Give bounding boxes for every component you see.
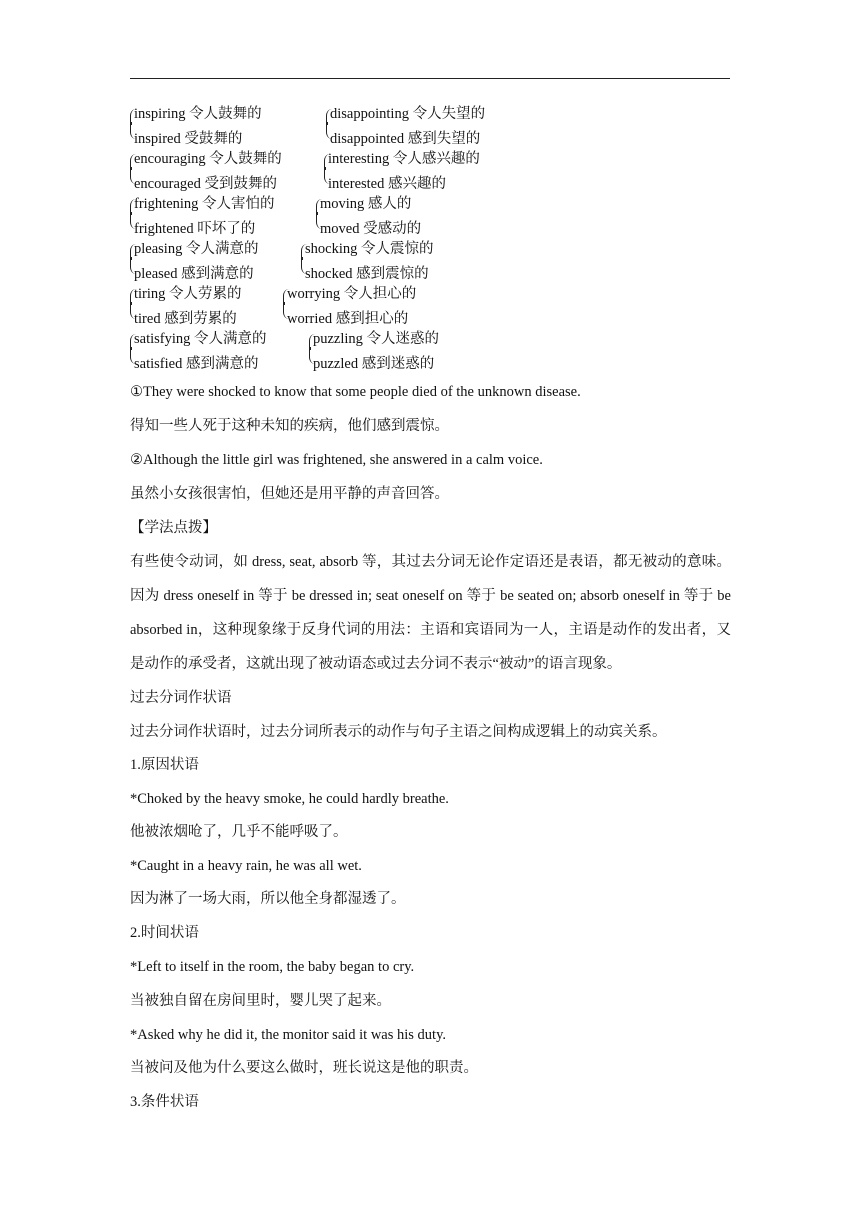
example-translation-zh: 因为淋了一场大雨，所以他全身都湿透了。 (130, 891, 406, 907)
example-sentence-en: *Choked by the heavy smoke, he could hardly breathe. (130, 791, 449, 807)
subsection-title: 3.条件状语 (130, 1094, 199, 1110)
adjective-ing: worrying 令人担心的 (287, 286, 417, 302)
adjective-ing: shocking 令人震惊的 (305, 241, 434, 257)
tip-paragraph: 有些使令动词，如 dress, seat, absorb 等，其过去分词无论作定语还是表语，都无被动的意味。因为 dress oneself in 等于 be dressed in; seat oneself on 等于 be seated on; absorb oneself in 等于 be absorbed in，这种现象缘于反身代词的用法：主语和宾语同为一人，主语是动作的发出者，又是动作的承受者，这就出现了被动语态或过去分词不表示“被动”的语言现象。 (130, 554, 731, 672)
subsection-title: 1.原因状语 (130, 757, 199, 773)
example-translation-zh: 当被独自留在房间里时，婴儿哭了起来。 (130, 993, 391, 1009)
adjective-ing: satisfying 令人满意的 (134, 331, 267, 347)
example-sentence-en: ②Although the little girl was frightened, she answered in a calm voice. (130, 452, 543, 468)
example-sentence-en: ①They were shocked to know that some people died of the unknown disease. (130, 384, 581, 400)
adjective-ing: moving 感人的 (320, 196, 412, 212)
adjective-ed: satisfied 感到满意的 (134, 356, 259, 372)
adjective-ed: inspired 受鼓舞的 (134, 131, 243, 147)
example-translation-zh: 当被问及他为什么要这么做时，班长说这是他的职责。 (130, 1060, 478, 1076)
example-translation-zh: 虽然小女孩很害怕，但她还是用平静的声音回答。 (130, 486, 449, 502)
pair-row (130, 281, 730, 326)
example-translation-zh: 得知一些人死于这种未知的疾病，他们感到震惊。 (130, 418, 449, 434)
adjective-ed: tired 感到劳累的 (134, 311, 237, 327)
adjective-ing: interesting 令人感兴趣的 (328, 151, 480, 167)
adjective-ing: frightening 令人害怕的 (134, 196, 275, 212)
subsection-title: 2.时间状语 (130, 925, 199, 941)
adjective-ing: encouraging 令人鼓舞的 (134, 151, 282, 167)
section-heading: 【学法点拨】 (130, 520, 217, 536)
intro-text: 过去分词作状语时，过去分词所表示的动作与句子主语之间构成逻辑上的动宾关系。 (130, 724, 667, 740)
pair-row (130, 101, 730, 146)
example-sentence-en: *Asked why he did it, the monitor said it was his duty. (130, 1027, 447, 1043)
adjective-ed: worried 感到担心的 (287, 311, 409, 327)
pair-row (130, 146, 730, 191)
adjective-ed: moved 受感动的 (320, 221, 422, 237)
adjective-ed: pleased 感到满意的 (134, 266, 254, 282)
example-sentence-en: *Caught in a heavy rain, he was all wet. (130, 858, 362, 874)
adjective-ed: frightened 吓坏了的 (134, 221, 256, 237)
section-heading: 过去分词作状语 (130, 690, 232, 706)
example-translation-zh: 他被浓烟呛了，几乎不能呼吸了。 (130, 824, 348, 840)
pair-row (130, 326, 730, 371)
header-rule (130, 78, 730, 79)
adjective-ed: disappointed 感到失望的 (330, 131, 481, 147)
adjective-ing: puzzling 令人迷惑的 (313, 331, 440, 347)
adjective-ing: pleasing 令人满意的 (134, 241, 259, 257)
pair-row (130, 191, 730, 236)
adjective-ing: tiring 令人劳累的 (134, 286, 242, 302)
adjective-ed: interested 感兴趣的 (328, 176, 446, 192)
example-sentence-en: *Left to itself in the room, the baby began to cry. (130, 959, 415, 975)
adjective-ing: inspiring 令人鼓舞的 (134, 106, 262, 122)
adjective-pairs-table (130, 101, 730, 371)
pair-row (130, 236, 730, 281)
adjective-ed: puzzled 感到迷惑的 (313, 356, 435, 372)
adjective-ed: encouraged 受到鼓舞的 (134, 176, 277, 192)
adjective-ing: disappointing 令人失望的 (330, 106, 486, 122)
adjective-ed: shocked 感到震惊的 (305, 266, 429, 282)
